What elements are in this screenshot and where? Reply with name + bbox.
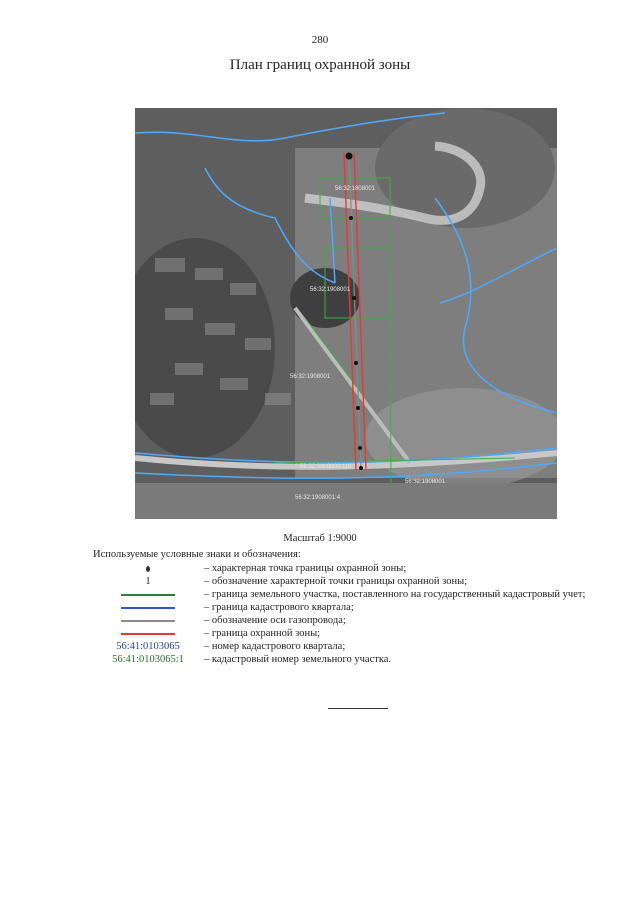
quarter-number-symbol: 56:41:0103065	[116, 641, 180, 652]
legend-text: – кадастровый номер земельного участка.	[204, 654, 392, 665]
map-label: 56:32:1908001:4	[295, 495, 341, 501]
legend-item	[92, 627, 612, 640]
gray-line-icon	[121, 620, 175, 622]
map-label: 56:32:1908001	[290, 374, 331, 380]
point-marker-icon	[146, 566, 150, 572]
parcel-number-symbol: 56:41:0103065:1	[112, 654, 184, 665]
map-label: 56:32:1908001	[405, 479, 446, 485]
red-line-icon	[121, 633, 175, 635]
legend-text: – граница охранной зоны;	[204, 628, 321, 639]
legend-text: – граница земельного участка, поставленного на государственный кадастровый учет;	[204, 589, 586, 600]
page-number: 280	[311, 34, 329, 46]
legend-text: – характерная точка границы охранной зоны;	[204, 563, 407, 574]
legend-text: – обозначение оси газопровода;	[204, 615, 346, 626]
legend-item	[92, 614, 612, 627]
legend-item	[92, 575, 612, 588]
map-scale: Масштаб 1:9000	[283, 533, 357, 544]
legend-heading: Используемые условные знаки и обозначения:	[93, 549, 301, 560]
legend-item	[92, 601, 612, 614]
legend	[92, 562, 612, 666]
green-line-icon	[121, 594, 175, 596]
legend-item	[92, 588, 612, 601]
legend-item	[92, 640, 612, 653]
legend-text: – обозначение характерной точки границы охранной зоны;	[204, 576, 468, 587]
map-label: 56:32:1908001	[310, 287, 351, 293]
legend-text: – граница кадастрового квартала;	[204, 602, 354, 613]
map-label: 56:32:0000000:115	[300, 464, 352, 470]
legend-item	[92, 653, 612, 666]
legend-text: – номер кадастрового квартала;	[204, 641, 346, 652]
page-title: План границ охранной зоны	[229, 57, 411, 73]
legend-item	[92, 562, 612, 575]
bottom-rule	[328, 708, 388, 709]
point-number-symbol: 1	[145, 576, 151, 587]
blue-line-icon	[121, 607, 175, 609]
map-label: 56:32:1808001	[335, 186, 376, 192]
satellite-map	[135, 108, 557, 519]
